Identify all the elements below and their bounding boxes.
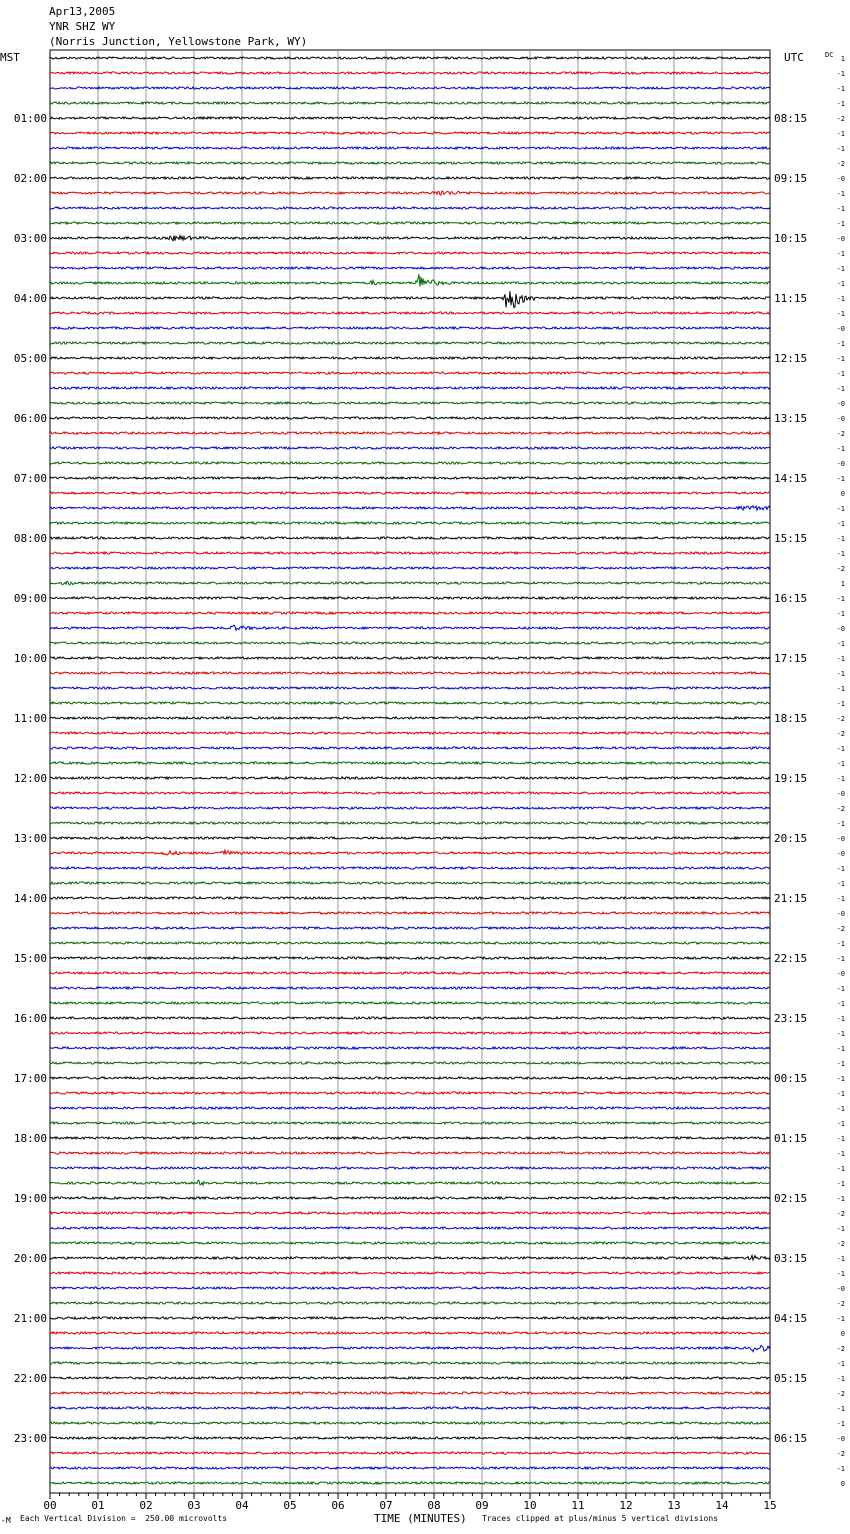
dc-offset-label: -1 (836, 760, 845, 768)
x-tick-label: 00 (43, 1499, 57, 1512)
trace-line (50, 1032, 770, 1034)
mst-hour-label: 04:00 (13, 292, 47, 305)
dc-offset-label: -1 (836, 700, 845, 708)
trace-line (50, 357, 770, 359)
mst-hour-label: 23:00 (13, 1432, 47, 1445)
dc-offset-label: -1 (836, 385, 845, 393)
dc-offset-label: -1 (836, 250, 845, 258)
dc-offset-label: -1 (836, 1180, 845, 1188)
utc-axis-label: UTC (784, 51, 804, 64)
trace-line (50, 506, 770, 510)
mst-hour-label: 19:00 (13, 1192, 47, 1205)
trace-line (50, 492, 770, 494)
trace-line (50, 1392, 770, 1394)
dc-offset-label: -1 (836, 70, 845, 78)
trace-line (50, 837, 770, 839)
time-axis-title: TIME (MINUTES) (374, 1512, 467, 1525)
trace-line (50, 850, 770, 855)
x-tick-label: 08 (427, 1499, 441, 1512)
trace-line (50, 807, 770, 809)
dc-offset-label: -0 (836, 970, 845, 978)
trace-line (50, 1482, 770, 1484)
trace-line (50, 1002, 770, 1004)
dc-offset-label: -1 (836, 1360, 845, 1368)
trace-line (50, 522, 770, 524)
dc-offset-label: -1 (836, 265, 845, 273)
dc-offset-label: -0 (836, 1435, 845, 1443)
trace-line (50, 207, 770, 209)
utc-hour-label: 22:15 (774, 952, 808, 965)
trace-line (50, 672, 770, 674)
dc-offset-label: -2 (836, 805, 845, 813)
dc-offset-label: -1 (836, 1075, 845, 1083)
dc-offset-label: -0 (836, 400, 845, 408)
dc-offset-label: -1 (836, 775, 845, 783)
trace-line (50, 1437, 770, 1439)
dc-offset-label: -1 (836, 745, 845, 753)
dc-offset-label: -1 (836, 685, 845, 693)
dc-offset-label: -2 (836, 430, 845, 438)
mst-hour-label: 14:00 (13, 892, 47, 905)
trace-line (50, 1062, 770, 1064)
dc-offset-label: -1 (836, 205, 845, 213)
dc-offset-label: -1 (836, 1120, 845, 1128)
dc-offset-label: -1 (836, 220, 845, 228)
dc-offset-label: 0 (840, 1480, 845, 1488)
dc-offset-label: -2 (836, 715, 845, 723)
dc-offset-label: -1 (836, 280, 845, 288)
dc-offset-label: -1 (836, 1165, 845, 1173)
dc-offset-label: -0 (836, 790, 845, 798)
dc-offset-label: -1 (836, 1015, 845, 1023)
dc-offset-label: -1 (836, 295, 845, 303)
footer-mark: -M (1, 1516, 11, 1525)
trace-line (50, 1332, 770, 1334)
trace-line (50, 117, 770, 119)
trace-line (50, 417, 770, 419)
trace-line (50, 732, 770, 734)
trace-line (50, 762, 770, 764)
trace-line (50, 1255, 770, 1260)
trace-line (50, 1137, 770, 1139)
dc-offset-label: -0 (836, 175, 845, 183)
dc-offset-label: -1 (836, 1465, 845, 1473)
trace-line (50, 1092, 770, 1094)
trace-line (50, 537, 770, 539)
dc-offset-label: -1 (836, 310, 845, 318)
dc-offset-label: -1 (836, 595, 845, 603)
trace-line (50, 1107, 770, 1109)
utc-hour-label: 21:15 (774, 892, 808, 905)
utc-hour-label: 17:15 (774, 652, 808, 665)
trace-line (50, 1017, 770, 1019)
dc-offset-label: -0 (836, 835, 845, 843)
utc-hour-label: 12:15 (774, 352, 808, 365)
trace-line (50, 625, 770, 630)
mst-hour-label: 21:00 (13, 1312, 47, 1325)
trace-line (50, 882, 770, 884)
dc-offset-label: -1 (836, 1150, 845, 1158)
dc-offset-label: -1 (836, 355, 845, 363)
trace-line (50, 1317, 770, 1319)
dc-offset-label: -0 (836, 910, 845, 918)
dc-offset-label: -1 (836, 1090, 845, 1098)
trace-line (50, 942, 770, 944)
trace-line (50, 972, 770, 974)
mst-hour-label: 17:00 (13, 1072, 47, 1085)
trace-line (50, 581, 770, 585)
utc-hour-label: 10:15 (774, 232, 808, 245)
trace-line (50, 552, 770, 554)
trace-line (50, 1362, 770, 1364)
mst-hour-label: 02:00 (13, 172, 47, 185)
dc-offset-label: -1 (836, 1030, 845, 1038)
trace-line (50, 1077, 770, 1079)
dc-offset-label: -1 (836, 940, 845, 948)
trace-line (50, 447, 770, 449)
dc-offset-label: -1 (836, 865, 845, 873)
mst-hour-label: 20:00 (13, 1252, 47, 1265)
dc-offset-label: -1 (836, 190, 845, 198)
trace-line (50, 267, 770, 269)
dc-offset-label: -2 (836, 565, 845, 573)
dc-offset-label: -0 (836, 625, 845, 633)
trace-line (50, 1242, 770, 1244)
dc-offset-label: -1 (836, 670, 845, 678)
time-axis (43, 1493, 776, 1512)
trace-line (50, 987, 770, 989)
trace-line (50, 342, 770, 344)
trace-line (50, 132, 770, 134)
trace-line (50, 1287, 770, 1289)
mst-axis-label: MST (0, 51, 20, 64)
dc-offset-label: -2 (836, 1390, 845, 1398)
mst-hour-label: 05:00 (13, 352, 47, 365)
dc-offset-label: -2 (836, 115, 845, 123)
dc-offset-label: -2 (836, 1345, 845, 1353)
x-tick-label: 13 (667, 1499, 681, 1512)
dc-offset-label: -1 (836, 1135, 845, 1143)
utc-hour-label: 11:15 (774, 292, 808, 305)
dc-offset-label: -1 (836, 475, 845, 483)
dc-offset-label: -1 (836, 340, 845, 348)
trace-line (50, 702, 770, 704)
utc-hour-label: 18:15 (774, 712, 808, 725)
utc-hour-label: 06:15 (774, 1432, 808, 1445)
dc-offset-label: -1 (836, 895, 845, 903)
dc-offset-label: -1 (836, 610, 845, 618)
trace-line (50, 642, 770, 644)
dc-offset-label: -0 (836, 325, 845, 333)
mst-hour-label: 01:00 (13, 112, 47, 125)
trace-line (50, 177, 770, 179)
trace-line (50, 927, 770, 929)
dc-offset-label: -1 (836, 655, 845, 663)
dc-offset-label: -1 (836, 145, 845, 153)
trace-line (50, 1407, 770, 1409)
plot-grid (50, 50, 770, 1493)
dc-offset-label: -1 (836, 445, 845, 453)
trace-line (50, 327, 770, 329)
dc-offset-label: -1 (836, 880, 845, 888)
trace-line (50, 1047, 770, 1049)
trace-line (50, 1422, 770, 1424)
utc-hour-label: 00:15 (774, 1072, 808, 1085)
trace-line (50, 777, 770, 779)
mst-hour-label: 07:00 (13, 472, 47, 485)
trace-line (50, 567, 770, 569)
trace-line (50, 57, 770, 59)
trace-line (50, 687, 770, 689)
dc-offset-label: -2 (836, 1240, 845, 1248)
trace-line (50, 957, 770, 959)
trace-line (50, 1227, 770, 1229)
x-tick-label: 12 (619, 1499, 633, 1512)
trace-line (50, 717, 770, 719)
mst-hour-label: 10:00 (13, 652, 47, 665)
trace-line (50, 1467, 770, 1469)
trace-line (50, 792, 770, 794)
utc-hour-label: 04:15 (774, 1312, 808, 1325)
utc-hour-label: 15:15 (774, 532, 808, 545)
utc-hour-label: 13:15 (774, 412, 808, 425)
trace-line (50, 191, 770, 195)
trace-line (50, 1180, 770, 1185)
dc-offset-label: -1 (836, 640, 845, 648)
clip-note: Traces clipped at plus/minus 5 vertical divisions (482, 1514, 719, 1523)
dc-offset-label: -1 (836, 550, 845, 558)
mst-hour-label: 09:00 (13, 592, 47, 605)
trace-line (50, 387, 770, 389)
trace-line (50, 372, 770, 374)
trace-line (50, 222, 770, 224)
dc-offset-label: -0 (836, 235, 845, 243)
utc-hour-label: 09:15 (774, 172, 808, 185)
dc-offset-label: -2 (836, 1450, 845, 1458)
utc-hour-label: 16:15 (774, 592, 808, 605)
trace-line (50, 291, 770, 308)
dc-offset-label: -1 (836, 370, 845, 378)
x-tick-label: 07 (379, 1499, 393, 1512)
dc-offset-label: -1 (836, 1420, 845, 1428)
plot-date: Apr13,2005 (49, 5, 116, 18)
dc-offset-label: -1 (836, 1045, 845, 1053)
dc-offset-label: -2 (836, 1300, 845, 1308)
x-tick-label: 06 (331, 1499, 345, 1512)
utc-hour-label: 14:15 (774, 472, 808, 485)
x-tick-label: 04 (235, 1499, 249, 1512)
trace-line (50, 72, 770, 74)
dc-offset-label: -1 (836, 1405, 845, 1413)
seismic-traces (50, 57, 770, 1484)
dc-offset-label: -1 (836, 1000, 845, 1008)
trace-line (50, 432, 770, 434)
trace-line (50, 236, 770, 241)
trace-line (50, 897, 770, 899)
mst-hour-label: 06:00 (13, 412, 47, 425)
x-tick-label: 11 (571, 1499, 585, 1512)
station-location: (Norris Junction, Yellowstone Park, WY) (49, 35, 308, 48)
x-tick-label: 15 (763, 1499, 777, 1512)
dc-offset-label: -1 (836, 85, 845, 93)
dc-offset-label: -2 (836, 730, 845, 738)
utc-hour-label: 05:15 (774, 1372, 808, 1385)
dc-offset-label: -0 (836, 850, 845, 858)
dc-offset-label: 1 (840, 580, 845, 588)
dc-offset-label: -1 (836, 130, 845, 138)
trace-line (50, 1212, 770, 1214)
mst-hour-label: 18:00 (13, 1132, 47, 1145)
dc-offset-label: -1 (836, 505, 845, 513)
dc-offset-label: -1 (836, 1375, 845, 1383)
utc-hour-label: 08:15 (774, 112, 808, 125)
utc-hour-label: 19:15 (774, 772, 808, 785)
trace-line (50, 1377, 770, 1379)
mst-hour-label: 11:00 (13, 712, 47, 725)
mst-hour-label: 08:00 (13, 532, 47, 545)
mst-hour-label: 16:00 (13, 1012, 47, 1025)
trace-line (50, 1122, 770, 1124)
dc-offset-label: -1 (836, 1105, 845, 1113)
dc-offset-label: -1 (836, 1255, 845, 1263)
dc-offset-label: 0 (840, 1330, 845, 1338)
utc-hour-label: 02:15 (774, 1192, 808, 1205)
dc-offset-label: 1 (840, 55, 845, 63)
dc-offset-label: -1 (836, 1315, 845, 1323)
trace-line (50, 102, 770, 104)
dc-offset-label: -0 (836, 415, 845, 423)
dc-offset-label: -1 (836, 955, 845, 963)
station-code: YNR SHZ WY (49, 20, 116, 33)
dc-offset-label: -1 (836, 1060, 845, 1068)
trace-line (50, 252, 770, 254)
trace-line (50, 274, 770, 286)
trace-line (50, 1167, 770, 1169)
dc-offset-label: -1 (836, 985, 845, 993)
trace-line (50, 747, 770, 749)
dc-offset-label: -2 (836, 160, 845, 168)
x-tick-label: 03 (187, 1499, 201, 1512)
mst-hour-label: 22:00 (13, 1372, 47, 1385)
trace-line (50, 312, 770, 314)
trace-line (50, 657, 770, 659)
utc-hour-label: 23:15 (774, 1012, 808, 1025)
x-tick-label: 02 (139, 1499, 153, 1512)
x-tick-label: 01 (91, 1499, 105, 1512)
dc-offset-label: -0 (836, 460, 845, 468)
trace-line (50, 1197, 770, 1199)
dc-offset-label: -1 (836, 1270, 845, 1278)
trace-line (50, 597, 770, 599)
x-tick-label: 10 (523, 1499, 537, 1512)
mst-hour-label: 12:00 (13, 772, 47, 785)
dc-label: DC (825, 51, 834, 59)
dc-offset-label: -0 (836, 1285, 845, 1293)
trace-line (50, 162, 770, 164)
dc-offset-label: -1 (836, 1225, 845, 1233)
dc-offset-label: -2 (836, 1210, 845, 1218)
trace-line (50, 462, 770, 464)
trace-line (50, 477, 770, 479)
trace-line (50, 1152, 770, 1154)
trace-line (50, 822, 770, 824)
dc-offset-label: -1 (836, 535, 845, 543)
trace-line (50, 87, 770, 89)
trace-line (50, 402, 770, 404)
trace-line (50, 912, 770, 914)
dc-offset-label: -1 (836, 1195, 845, 1203)
x-tick-label: 14 (715, 1499, 729, 1512)
trace-line (50, 147, 770, 149)
trace-line (50, 1302, 770, 1304)
trace-line (50, 612, 770, 614)
mst-hour-label: 13:00 (13, 832, 47, 845)
dc-offset-label: -2 (836, 925, 845, 933)
dc-offset-label: -1 (836, 820, 845, 828)
mst-hour-label: 15:00 (13, 952, 47, 965)
x-tick-label: 09 (475, 1499, 489, 1512)
trace-line (50, 867, 770, 869)
scale-note: Each Vertical Division = 250.00 microvolts (20, 1514, 228, 1523)
trace-line (50, 1272, 770, 1274)
mst-hour-label: 03:00 (13, 232, 47, 245)
utc-hour-label: 01:15 (774, 1132, 808, 1145)
utc-hour-label: 20:15 (774, 832, 808, 845)
trace-line (50, 1345, 770, 1351)
trace-line (50, 1452, 770, 1454)
dc-offset-label: 0 (840, 490, 845, 498)
plot-border (50, 50, 770, 1493)
utc-hour-label: 03:15 (774, 1252, 808, 1265)
dc-offset-label: -1 (836, 520, 845, 528)
x-tick-label: 05 (283, 1499, 297, 1512)
dc-offset-label: -1 (836, 100, 845, 108)
